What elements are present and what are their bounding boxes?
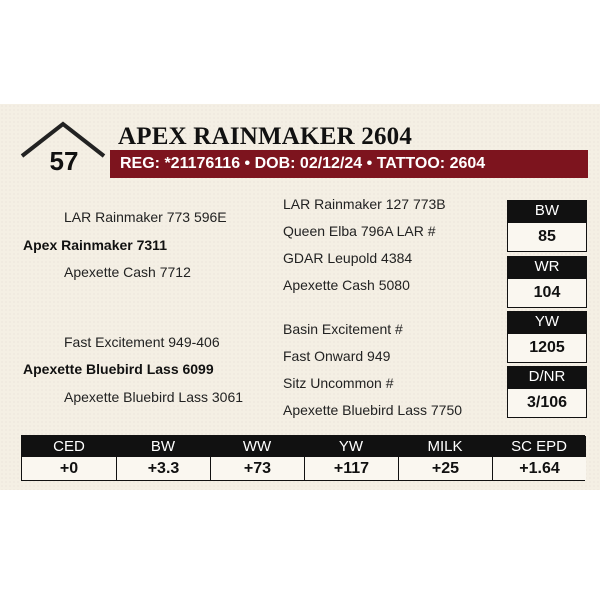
epd-yw	[304, 436, 398, 480]
stat-value-wr: 104	[507, 278, 587, 308]
dam-dam: Apexette Bluebird Lass 3061	[64, 389, 244, 405]
epd-value: +3.3	[116, 457, 210, 480]
stat-value-bw: 85	[507, 222, 587, 252]
epd-bw	[116, 436, 210, 480]
epd-header: MILK	[398, 436, 492, 457]
stat-label-wr: WR	[507, 256, 587, 278]
registration-banner	[110, 150, 588, 178]
dam-dam-dam: Apexette Bluebird Lass 7750	[283, 402, 463, 418]
stat-value-dnr: 3/106	[507, 388, 587, 418]
sire: Apex Rainmaker 7311	[23, 237, 167, 253]
epd-header: CED	[22, 436, 116, 457]
sire-sire-sire: LAR Rainmaker 127 773B	[283, 196, 446, 212]
epd-header: YW	[304, 436, 398, 457]
sire-dam-sire: GDAR Leupold 4384	[283, 250, 413, 266]
lot-number: 57	[49, 146, 79, 176]
dam-sire: Fast Excitement 949-406	[64, 334, 220, 350]
epd-sc	[492, 436, 586, 480]
stat-label-yw: YW	[507, 311, 587, 333]
epd-header: WW	[210, 436, 304, 457]
epd-value: +1.64	[492, 457, 586, 480]
sire-dam-dam: Apexette Cash 5080	[283, 277, 410, 293]
epd-header: BW	[116, 436, 210, 457]
sire-dam: Apexette Cash 7712	[64, 264, 191, 280]
epd-ced	[22, 436, 116, 480]
sire-sire: LAR Rainmaker 773 596E	[64, 209, 227, 225]
epd-milk	[398, 436, 492, 480]
dam-sire-dam: Fast Onward 949	[283, 348, 391, 364]
registration-details: REG: *21176116 • DOB: 02/12/24 • TATTOO: 2604	[120, 155, 486, 172]
epd-header: SC EPD	[492, 436, 586, 457]
epd-value: +117	[304, 457, 398, 480]
epd-value: +25	[398, 457, 492, 480]
sire-sire-dam: Queen Elba 796A LAR #	[283, 223, 436, 239]
epd-table	[21, 435, 585, 481]
epd-value: +0	[22, 457, 116, 480]
dam-sire-sire: Basin Excitement #	[283, 321, 403, 337]
epd-ww	[210, 436, 304, 480]
animal-name: APEX RAINMAKER 2604	[118, 123, 413, 150]
stat-label-bw: BW	[507, 200, 587, 222]
epd-value: +73	[210, 457, 304, 480]
stat-label-dnr: D/NR	[507, 366, 587, 388]
dam: Apexette Bluebird Lass 6099	[23, 361, 214, 377]
stat-value-yw: 1205	[507, 333, 587, 363]
dam-dam-sire: Sitz Uncommon #	[283, 375, 394, 391]
